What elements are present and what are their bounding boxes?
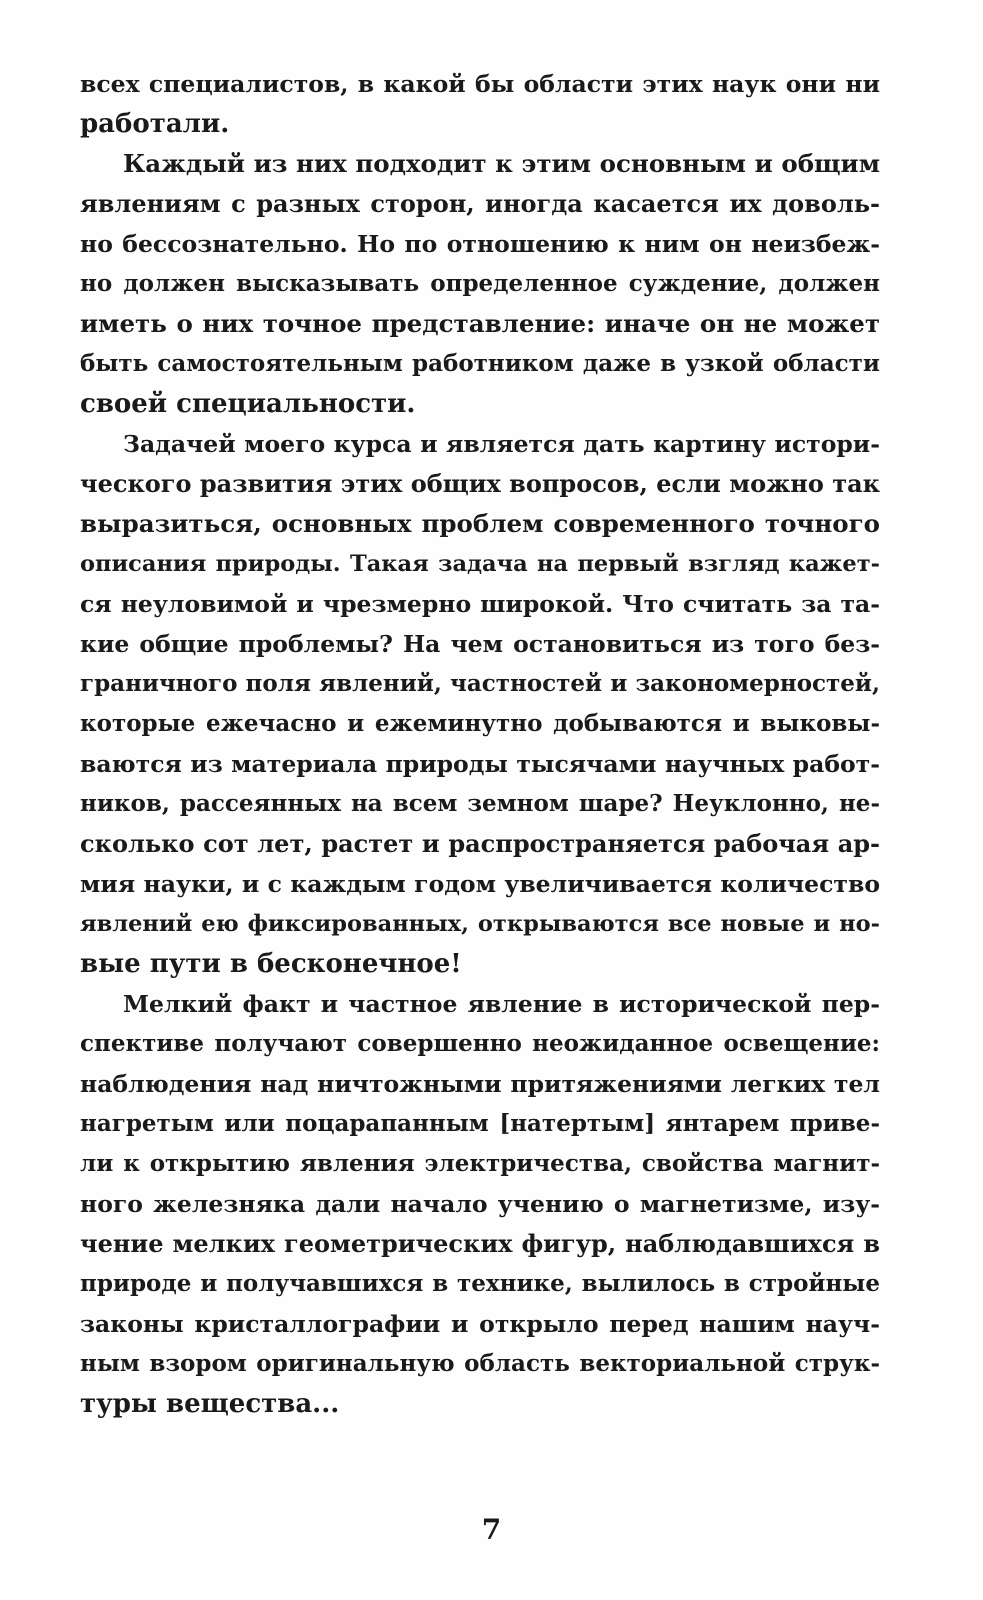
- text-line: ваются из материала природы тысячами научных работ-: [80, 750, 880, 778]
- text-line: чение мелких геометрических фигур, наблюдавшихся в: [80, 1229, 880, 1258]
- text-line: ческого развития этих общих вопросов, если можно так: [80, 469, 880, 498]
- text-line: граничного поля явлений, частностей и закономерностей,: [80, 670, 880, 697]
- text-line: сколько сот лет, растет и распространяется рабочая ар-: [80, 829, 880, 858]
- text-line: нагретым или поцарапанным [натертым] янтарем приве-: [80, 1110, 880, 1137]
- text-line: спективе получают совершенно неожиданное освещение:: [80, 1030, 880, 1057]
- text-line: своей специальности.: [80, 389, 416, 419]
- text-line: но бессознательно. Но по отношению к ним он неизбеж-: [80, 230, 880, 258]
- text-line: ли к открытию явления электричества, свойства магнит-: [80, 1150, 880, 1177]
- text-line: мия науки, и с каждым годом увеличивается количество: [80, 870, 880, 898]
- text-line: Мелкий факт и частное явление в исторической пер-: [123, 990, 880, 1018]
- text-line: ного железняка дали начало учению о магнетизме, изу-: [80, 1190, 880, 1218]
- text-line: выразиться, основных проблем современного точного: [80, 509, 880, 538]
- text-line: ся неуловимой и чрезмерно широкой. Что считать за та-: [80, 590, 880, 618]
- text-line: быть самостоятельным работником даже в узкой области: [80, 350, 880, 377]
- text-line: туры вещества...: [80, 1389, 340, 1419]
- text-line: ным взором оригинальную область векториальной струк-: [80, 1350, 880, 1377]
- text-line: кие общие проблемы? На чем остановиться из того без-: [80, 630, 880, 658]
- text-line: всех специалистов, в какой бы области этих наук они ни: [80, 70, 880, 98]
- text-line: работали.: [80, 109, 230, 139]
- text-line: но должен высказывать определенное суждение, должен: [80, 270, 880, 297]
- text-line: природе и получавшихся в технике, вылилось в стройные: [80, 1270, 880, 1297]
- text-line: вые пути в бесконечное!: [80, 949, 462, 979]
- page-number: 7: [481, 1513, 502, 1546]
- text-line: явлениям с разных сторон, иногда касается их доволь-: [80, 189, 880, 218]
- text-line: которые ежечасно и ежеминутно добываются и выковы-: [80, 710, 880, 737]
- text-line: законы кристаллографии и открыло перед нашим науч-: [80, 1310, 880, 1338]
- text-line: наблюдения над ничтожными притяжениями легких тел: [80, 1070, 880, 1098]
- text-line: иметь о них точное представление: иначе он не может: [80, 309, 880, 338]
- text-line: явлений ею фиксированных, открываются все новые и но-: [80, 911, 880, 937]
- text-line: ников, рассеянных на всем земном шаре? Неуклонно, не-: [80, 790, 880, 817]
- text-line: описания природы. Такая задача на первый взгляд кажет-: [80, 551, 880, 577]
- text-line: Каждый из них подходит к этим основным и общим: [123, 149, 880, 178]
- body-text: [80, 64, 880, 1424]
- text-line: Задачей моего курса и является дать картину истори-: [123, 430, 880, 458]
